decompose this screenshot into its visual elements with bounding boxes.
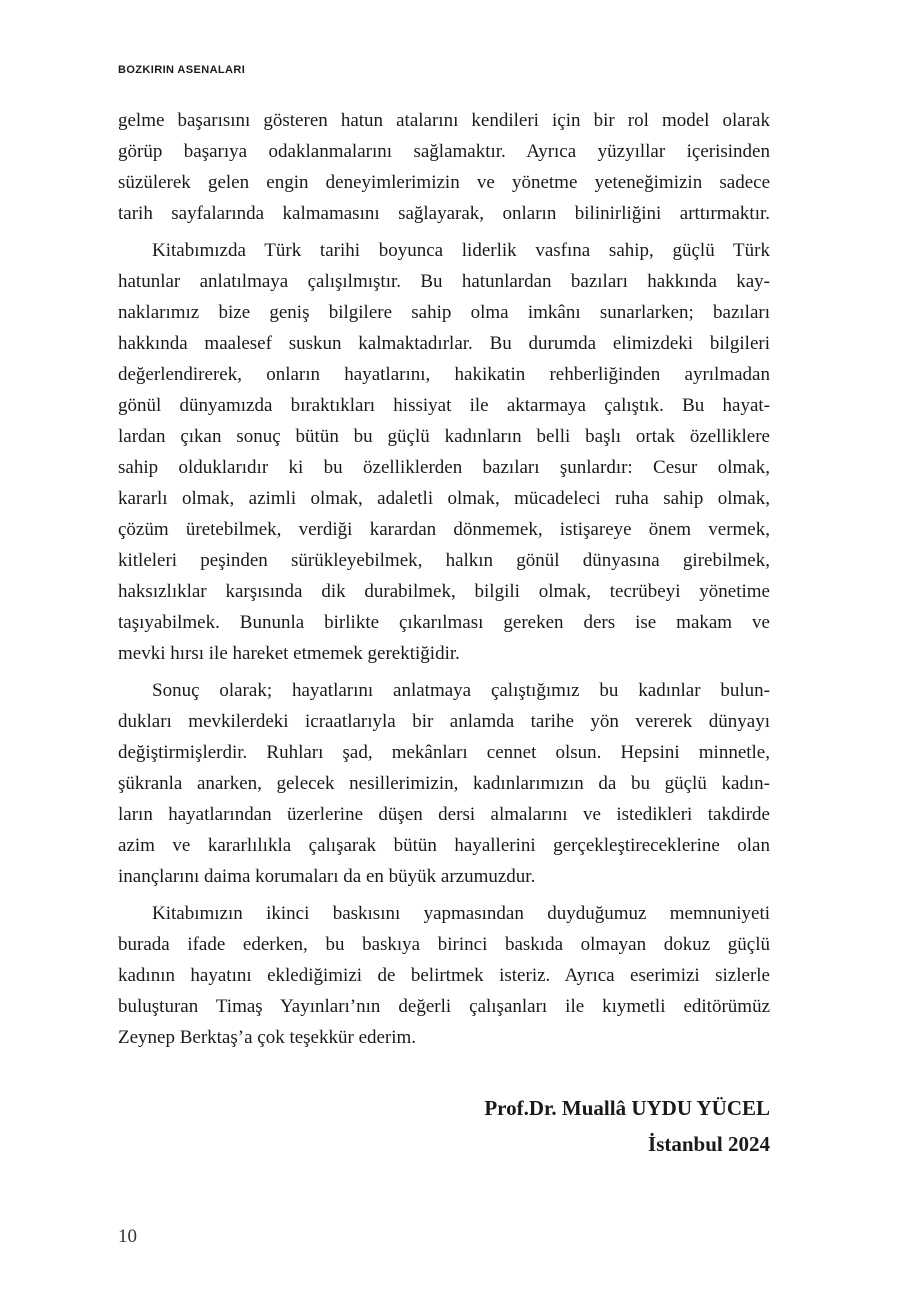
text-line: gönül dünyamızda bıraktıkları hissiyat ile aktarmaya çalıştık. Bu hayat- <box>118 395 770 416</box>
text-line: naklarımız bize geniş bilgilere sahip olma imkânı sunarlarken; bazıları <box>118 302 770 323</box>
text-line: kitleleri peşinden sürükleyebilmek, halkın gönül dünyasına girebilmek, <box>118 550 770 571</box>
text-line: görüp başarıya odaklanmalarını sağlamaktır. Ayrıca yüzyıllar içerisinden <box>118 141 770 162</box>
text-line: değiştirmişlerdir. Ruhları şad, mekânları cennet olsun. Hepsini minnetle, <box>118 742 770 763</box>
text-line: inançlarını daima korumaları da en büyük arzumuzdur. <box>118 866 536 887</box>
text-line: lardan çıkan sonuç bütün bu güçlü kadınların belli başlı ortak özelliklere <box>118 426 770 447</box>
text-line: tarih sayfalarında kalmamasını sağlayarak, onların bilinirliğini arttırmaktır. <box>118 203 770 224</box>
text-line: ların hayatlarından üzerlerine düşen dersi almalarını ve istedikleri takdirde <box>118 804 770 825</box>
text-line: gelme başarısını gösteren hatun atalarını kendileri için bir rol model olarak <box>118 110 770 131</box>
text-line: çözüm üretebilmek, verdiği karardan dönmemek, istişareye önem vermek, <box>118 519 770 540</box>
body-text <box>118 105 770 1059</box>
text-line: haksızlıklar karşısında dik durabilmek, bilgili olmak, tecrübeyi yönetime <box>118 581 770 602</box>
text-line: kadının hayatını eklediğimizi de belirtmek isteriz. Ayrıca eserimizi sizlerle <box>118 965 770 986</box>
paragraph-2 <box>118 235 770 669</box>
text-line: buluşturan Timaş Yayınları’nın değerli çalışanları ile kıymetli editörümüz <box>118 996 770 1017</box>
paragraph-1 <box>118 105 770 229</box>
page-number: 10 <box>118 1226 137 1247</box>
text-line: süzülerek gelen engin deneyimlerimizin ve yönetme yeteneğimizin sadece <box>118 172 770 193</box>
text-line: sahip olduklarıdır ki bu özelliklerden bazıları şunlardır: Cesur olmak, <box>118 457 770 478</box>
running-head: BOZKIRIN ASENALARI <box>118 64 246 76</box>
paragraph-3 <box>118 675 770 892</box>
text-line: Sonuç olarak; hayatlarını anlatmaya çalıştığımız bu kadınlar bulun- <box>152 680 770 701</box>
author-name: Prof.Dr. Muallâ UYDU YÜCEL <box>484 1096 770 1120</box>
signature <box>484 1090 770 1162</box>
text-line: azim ve kararlılıkla çalışarak bütün hayallerini gerçekleştireceklerine olan <box>118 835 770 856</box>
text-line: hakkında maalesef suskun kalmaktadırlar. Bu durumda elimizdeki bilgileri <box>118 333 770 354</box>
text-line: değerlendirerek, onların hayatlarını, hakikatin rehberliğinden ayrılmadan <box>118 364 770 385</box>
text-line: mevki hırsı ile hareket etmemek gerektiğidir. <box>118 643 460 664</box>
paragraph-4 <box>118 898 770 1053</box>
text-line: şükranla anarken, gelecek nesillerimizin, kadınlarımızın da bu güçlü kadın- <box>118 773 770 794</box>
text-line: taşıyabilmek. Bununla birlikte çıkarılması gereken ders ise makam ve <box>118 612 770 633</box>
text-line: dukları mevkilerdeki icraatlarıyla bir anlamda tarihe yön vererek dünyayı <box>118 711 770 732</box>
text-line: hatunlar anlatılmaya çalışılmıştır. Bu hatunlardan bazıları hakkında kay- <box>118 271 770 292</box>
text-line: burada ifade ederken, bu baskıya birinci baskıda olmayan dokuz güçlü <box>118 934 770 955</box>
place-year: İstanbul 2024 <box>648 1132 770 1156</box>
text-line: Kitabımızın ikinci baskısını yapmasından duyduğumuz memnuniyeti <box>152 903 770 924</box>
text-line: Kitabımızda Türk tarihi boyunca liderlik vasfına sahip, güçlü Türk <box>152 240 770 261</box>
text-line: Zeynep Berktaş’a çok teşekkür ederim. <box>118 1027 417 1048</box>
text-line: kararlı olmak, azimli olmak, adaletli olmak, mücadeleci ruha sahip olmak, <box>118 488 770 509</box>
